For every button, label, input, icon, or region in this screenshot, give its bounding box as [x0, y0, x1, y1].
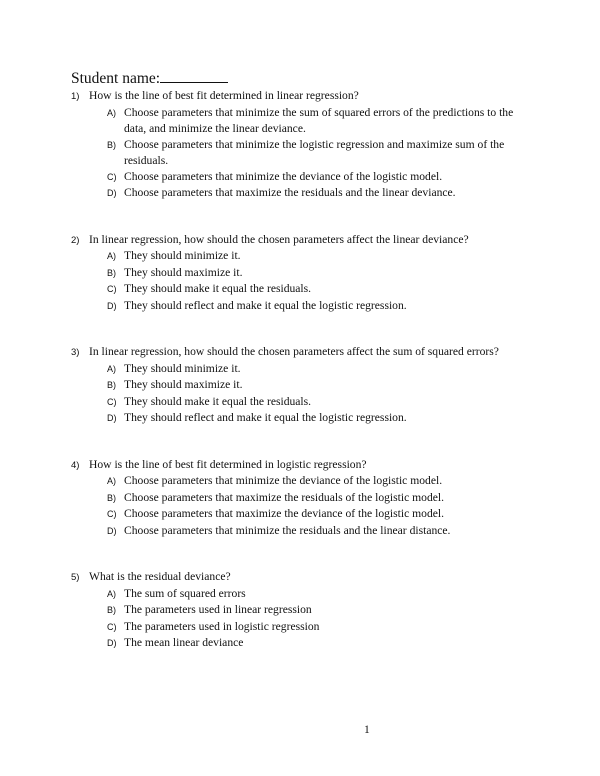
page-number: 1	[364, 723, 370, 736]
option-a	[71, 586, 571, 603]
option-letter: C)	[107, 171, 117, 182]
option-c	[71, 619, 571, 636]
option-letter: C)	[107, 396, 117, 407]
option-b	[71, 265, 571, 282]
option-letter: D)	[107, 525, 117, 536]
option-c	[71, 394, 571, 411]
option-letter: B)	[107, 380, 116, 390]
option-text: They should reflect and make it equal the logistic regression.	[124, 298, 407, 312]
option-text: Choose parameters that minimize the residuals and the linear distance.	[124, 523, 451, 537]
student-name-label: Student name:	[71, 70, 161, 87]
option-letter: D)	[107, 413, 117, 423]
question-text: In linear regression, how should the chosen parameters affect the sum of squared errors?	[89, 345, 499, 358]
option-b	[71, 602, 571, 619]
option-a	[71, 473, 571, 490]
option-letter: A)	[107, 107, 116, 118]
option-letter: D)	[107, 300, 117, 311]
option-text: Choose parameters that minimize the deviance of the logistic model.	[124, 474, 443, 487]
option-letter: A)	[107, 363, 116, 374]
option-text: They should make it equal the residuals.	[124, 394, 312, 408]
option-a	[71, 248, 571, 265]
option-text: The parameters used in linear regression	[124, 603, 312, 616]
student-name-blank	[160, 68, 228, 83]
question-3	[71, 344, 571, 427]
option-letter: A)	[107, 588, 116, 599]
option-text: Choose parameters that minimize the deviance of the logistic model.	[124, 169, 443, 183]
option-letter: B)	[107, 492, 116, 503]
question-2	[71, 232, 571, 315]
option-letter: A)	[107, 251, 116, 261]
option-text: Choose parameters that minimize the logistic regression and maximize sum of the	[124, 137, 505, 151]
option-text: They should maximize it.	[124, 378, 243, 391]
option-text: Choose parameters that maximize the residuals of the logistic model.	[124, 490, 445, 504]
option-text-continued: residuals.	[124, 154, 169, 167]
question-text: In linear regression, how should the chosen parameters affect the linear deviance?	[89, 232, 469, 246]
option-text: The mean linear deviance	[124, 636, 244, 649]
option-letter: D)	[107, 638, 117, 648]
option-d	[71, 298, 571, 315]
option-d	[71, 523, 571, 540]
option-text: The parameters used in logistic regression	[124, 619, 320, 633]
question-number: 1)	[71, 91, 80, 102]
option-letter: A)	[107, 476, 116, 486]
question-4	[71, 457, 571, 540]
question-text: What is the residual deviance?	[89, 570, 231, 583]
question-1	[71, 88, 571, 202]
question-text: How is the line of best fit determined in linear regression?	[89, 89, 359, 102]
option-text: They should minimize it.	[124, 249, 241, 262]
option-text: Choose parameters that minimize the sum of squared errors of the predictions to the	[124, 105, 514, 119]
option-text: They should reflect and make it equal the logistic regression.	[124, 411, 407, 424]
student-name-line	[71, 68, 600, 88]
option-letter: C)	[107, 621, 117, 632]
option-text: They should minimize it.	[124, 361, 241, 375]
option-c	[71, 169, 571, 186]
option-letter: B)	[107, 139, 116, 150]
option-b	[71, 377, 571, 394]
option-letter: D)	[107, 188, 117, 198]
option-letter: C)	[107, 509, 117, 519]
option-a	[71, 361, 571, 378]
question-number: 4)	[71, 459, 80, 471]
question-number: 3)	[71, 347, 80, 358]
option-c	[71, 281, 571, 298]
option-letter: B)	[107, 605, 116, 615]
option-text: Choose parameters that maximize the deviance of the logistic model.	[124, 507, 445, 520]
option-c	[71, 506, 571, 523]
option-d	[71, 185, 571, 202]
option-text-continued: data, and minimize the linear deviance.	[124, 122, 306, 135]
question-text: How is the line of best fit determined in logistic regression?	[89, 457, 367, 471]
question-number: 2)	[71, 234, 80, 246]
option-text: They should maximize it.	[124, 265, 243, 279]
option-d	[71, 410, 571, 427]
option-a	[71, 105, 571, 122]
question-5	[71, 569, 571, 652]
question-number: 5)	[71, 572, 80, 583]
option-b	[71, 490, 571, 507]
option-text: Choose parameters that maximize the residuals and the linear deviance.	[124, 186, 456, 199]
option-text: The sum of squared errors	[124, 586, 246, 600]
option-letter: C)	[107, 284, 117, 294]
option-text: They should make it equal the residuals.	[124, 282, 312, 295]
option-b	[71, 137, 571, 154]
option-letter: B)	[107, 267, 116, 278]
option-d	[71, 635, 571, 652]
